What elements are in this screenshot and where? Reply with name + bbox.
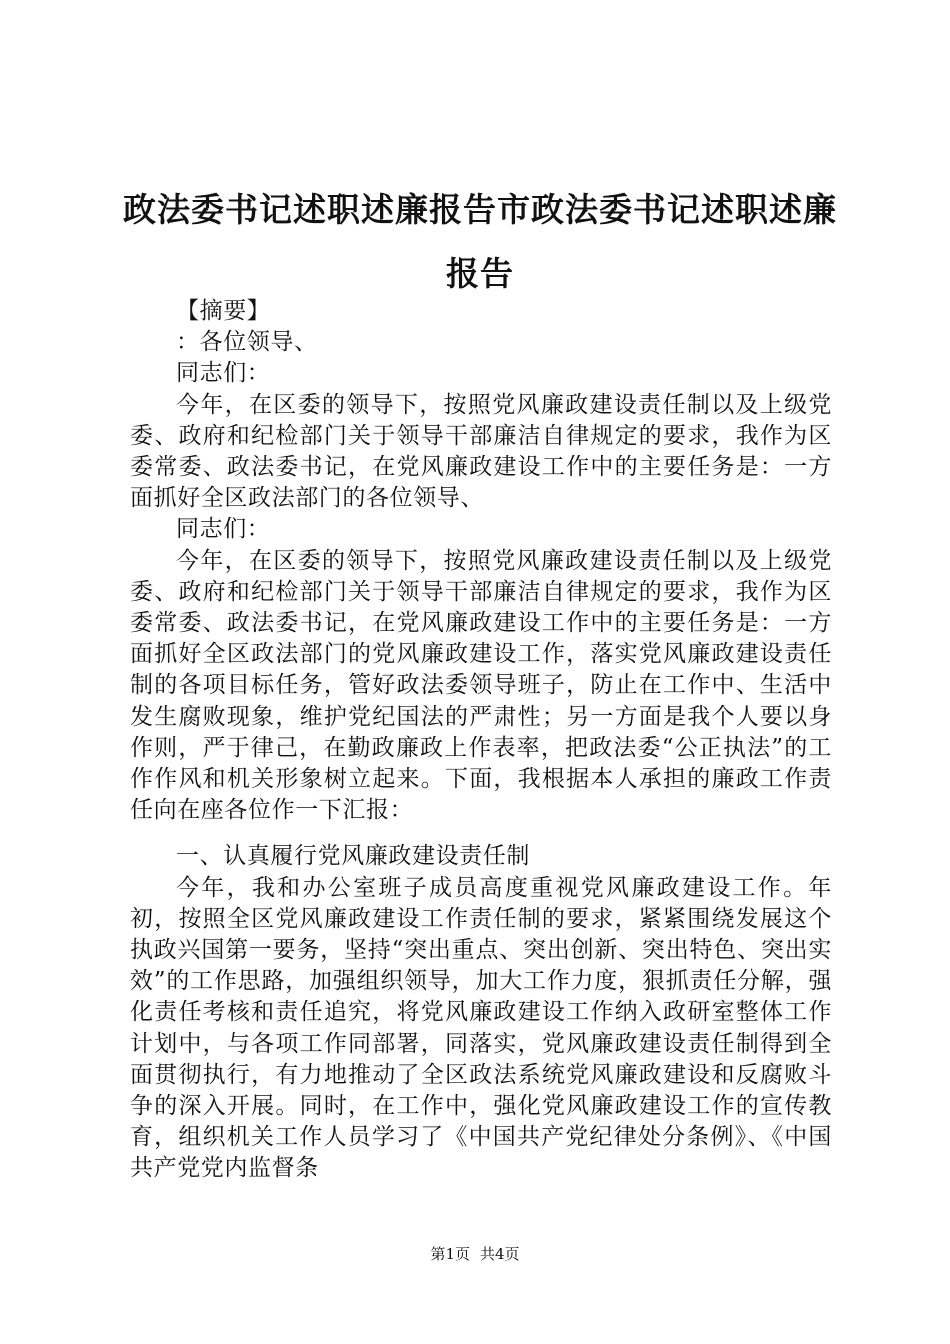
document-title: 政法委书记述职述廉报告市政法委书记述职述廉报告 — [123, 190, 837, 293]
page-footer — [0, 1244, 950, 1264]
paragraph: 今年，我和办公室班子成员高度重视党风廉政建设工作。年初，按照全区党风廉政建设工作责任制的要求，紧紧围绕发展这个执政兴国第一要务，坚持“突出重点、突出创新、突出特色、突出实效”的工作思路，加强组织领导，加大工作力度，狠抓责任分解，强化责任考核和责任追究，将党风廉政建设工作纳入政研室整体工作计划中，与各项工作同部署，同落实，党风廉政建设责任制得到全面贯彻执行，有力地推动了全区政法系统党风廉政建设和反腐败斗争的深入开展。同时，在工作中，强化党风廉政建设工作的宣传教育，组织机关工作人员学习了《中国共产党纪律处分条例》、《中国共产党党内监督条 — [130, 874, 832, 1182]
salutation-comrades: 同志们： — [176, 516, 271, 543]
page-number: 第1页 — [430, 1245, 470, 1263]
paragraph: 今年，在区委的领导下，按照党风廉政建设责任制以及上级党委、政府和纪检部门关于领导干部廉洁自律规定的要求，我作为区委常委、政法委书记，在党风廉政建设工作中的主要任务是：一方面抓好全区政法部门的党风廉政建设工作，落实党风廉政建设责任制的各项目标任务，管好政法委领导班子，防止在工作中、生活中发生腐败现象，维护党纪国法的严肃性；另一方面是我个人要以身作则，严于律己，在勤政廉政上作表率，把政法委“公正执法”的工作作风和机关形象树立起来。下面，我根据本人承担的廉政工作责任向在座各位作一下汇报： — [130, 547, 832, 824]
paragraph: 今年，在区委的领导下，按照党风廉政建设责任制以及上级党委、政府和纪检部门关于领导干部廉洁自律规定的要求，我作为区委常委、政法委书记，在党风廉政建设工作中的主要任务是：一方面抓好全区政法部门的各位领导、 — [130, 391, 832, 512]
section-heading: 一、认真履行党风廉政建设责任制 — [176, 843, 530, 870]
document-body — [130, 296, 832, 1185]
page-total: 共4页 — [480, 1245, 520, 1263]
salutation-leaders: ：各位领导、 — [176, 329, 318, 356]
abstract-label: 【摘要】 — [176, 298, 271, 324]
salutation-comrades: 同志们： — [176, 360, 271, 387]
